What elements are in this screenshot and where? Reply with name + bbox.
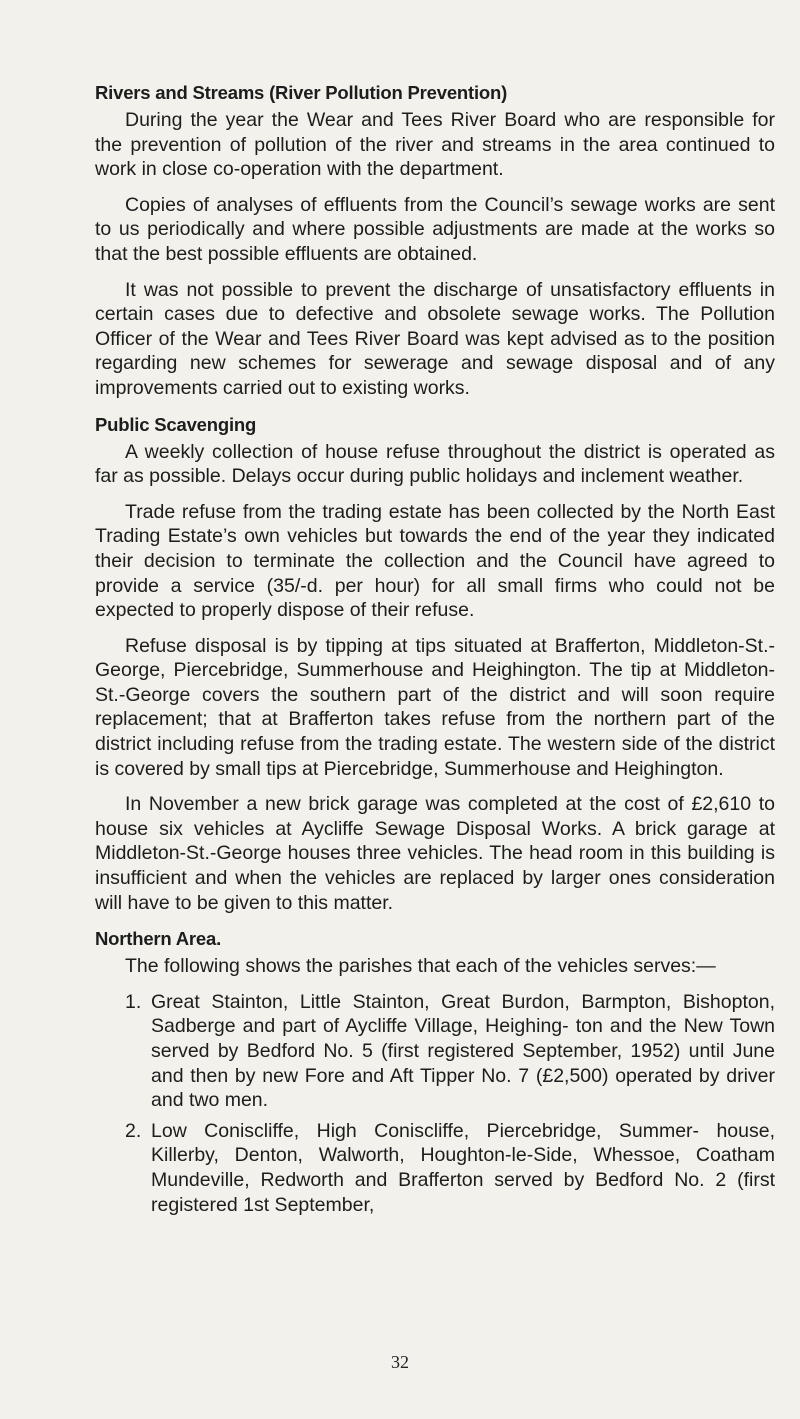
section-heading: Northern Area. xyxy=(95,928,222,950)
paragraph: Copies of analyses of effluents from the Council’s sewage works are sent to us periodically and where possible adjustments are made at the works so that the best possible effluents are obtained. xyxy=(95,193,775,265)
paragraph: It was not possible to prevent the discharge of unsatisfactory effluents in certain cases due to defective and obsolete sewage works. The Pollution Officer of the Wear and Tees River Board was kept advised as to the position regarding new schemes for sewerage and sewage disposal and of any improvements carried out to existing works. xyxy=(95,278,775,399)
paragraph: During the year the Wear and Tees River Board who are responsible for the prevention of pollution of the river and streams in the area continued to work in close co-operation with the department. xyxy=(95,109,775,181)
section-rivers-and-streams xyxy=(95,80,775,401)
document-page xyxy=(95,80,775,1223)
paragraph: In November a new brick garage was completed at the cost of £2,610 to house six vehicles at Aycliffe Sewage Disposal Works. A brick garage at Middleton-St.-George houses three vehicles. The head room in this building is insufficient and when the vehicles are replaced by larger ones consideration will have to be given to this matter. xyxy=(95,793,775,914)
paragraph: The following shows the parishes that each of the vehicles serves:— xyxy=(125,955,716,978)
paragraph: Refuse disposal is by tipping at tips situated at Brafferton, Middleton-St.-George, Piercebridge, Summerhouse and Heighington. The tip at Middleton-St.-George covers the southern part of the district and will soon require replacement; that at Brafferton takes refuse from the northern part of the district including refuse from the trading estate. The western side of the district is covered by small tips at Piercebridge, Summerhouse and Heighington. xyxy=(95,634,775,780)
list-item-number: 2. xyxy=(125,1119,142,1142)
page-number: 32 xyxy=(391,1352,409,1372)
section-heading: Rivers and Streams (River Pollution Prevention) xyxy=(95,82,508,103)
list-item-number: 1. xyxy=(125,990,142,1013)
list-item xyxy=(95,1119,775,1217)
list-item-text: Great Stainton, Little Stainton, Great Burdon, Barmpton, Bishopton, Sadberge and part of Aycliffe Village, Heighing- ton and the New Town served by Bedford No. 5 (first registered September, 1952) until June and then by new Fore and Aft Tipper No. 7 (£2,500) operated by driver and two men. xyxy=(151,990,775,1112)
list-item xyxy=(95,990,775,1113)
section-heading: Public Scavenging xyxy=(95,413,257,435)
paragraph: A weekly collection of house refuse throughout the district is operated as far as possible. Delays occur during public holidays and inclement weather. xyxy=(95,440,775,488)
section-public-scavenging xyxy=(95,412,775,916)
list-item-text: Low Coniscliffe, High Coniscliffe, Piercebridge, Summer- house, Killerby, Denton, Walworth, Houghton-le-Side, Whessoe, Coatham Mundeville, Redworth and Brafferton served by Bedford No. 2 (first registered 1st September, xyxy=(151,1119,775,1216)
paragraph: Trade refuse from the trading estate has been collected by the North East Trading Estate’s own vehicles but towards the end of the year they indicated their decision to terminate the collection and the Council have agreed to provide a service (35/-d. per hour) for all small firms who could not be expected to properly dispose of their refuse. xyxy=(95,500,775,622)
vehicle-parish-list xyxy=(95,990,775,1217)
section-northern-area xyxy=(95,926,775,1217)
